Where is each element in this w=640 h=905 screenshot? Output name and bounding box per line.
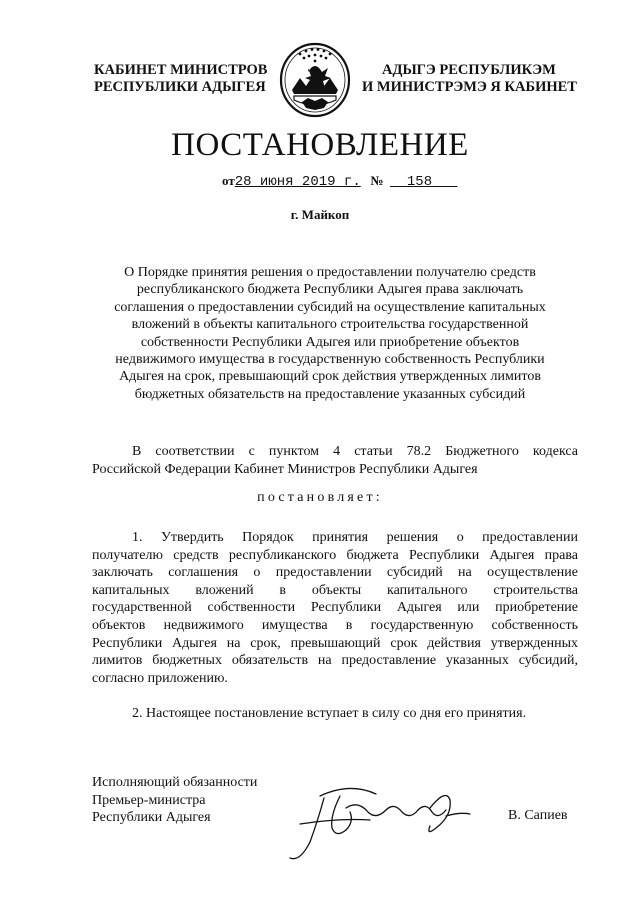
signatory-name: В. Сапиев <box>508 808 568 823</box>
document-number-value: 158 <box>406 174 433 190</box>
header-right <box>362 62 582 96</box>
header-left <box>94 62 274 96</box>
date-line <box>222 173 457 190</box>
item-1-line: объектов недвижимого имущества в государственную собственность <box>92 617 578 633</box>
signatory-position-line: Исполняющий обязанности <box>92 775 258 790</box>
item-1-line: получателю средств республиканского бюджета Республики Адыгея права <box>92 547 578 563</box>
document-date: 28 июня 2019 г. <box>234 174 361 190</box>
preamble-line: Российской Федерации Кабинет Министров Республики Адыгея <box>92 461 478 477</box>
item-1-line: лимитов бюджетных обязательств на предоставление указанных субсидий, <box>92 653 578 669</box>
signatory-position-line: Премьер-министра <box>92 792 206 808</box>
preamble-line: В соответствии с пунктом 4 статьи 78.2 Бюджетного кодекса <box>132 444 578 459</box>
subject-line: Адыгея на срок, превышающий срок действия утвержденных лимитов <box>119 369 541 385</box>
subject-line: собственности Республики Адыгея или приобретение объектов <box>140 334 520 350</box>
subject-line: соглашения о предоставлении субсидий на осуществление капитальных <box>114 299 546 315</box>
item-2-line: 2. Настоящее постановление вступает в силу со дня его принятия. <box>132 706 527 721</box>
item-1-line: Республики Адыгея на срок, превышающий срок действия утвержденных <box>92 635 578 651</box>
signatory-position-line: Республики Адыгея <box>92 810 211 826</box>
subject-line: недвижимого имущества в государственную собственность Республики <box>115 352 545 368</box>
subject-line: республиканского бюджета Республики Адыгея права заключать <box>136 282 524 298</box>
resolves-heading: постановляет: <box>257 490 383 505</box>
subject-line: бюджетных обязательств на предоставление указанных субсидий <box>134 386 526 402</box>
item-2 <box>132 705 578 723</box>
city: г. Майкоп <box>290 207 350 222</box>
date-from-label: от <box>222 173 235 188</box>
document-title: ПОСТАНОВЛЕНИЕ <box>171 127 469 163</box>
item-1-line: государственной собственности Республики Адыгея или приобретение <box>92 600 578 616</box>
header-right-line: И МИНИСТРЭМЭ Я КАБИНЕТ <box>362 79 577 95</box>
subject-line: вложений в объекты капитального строительства государственной <box>131 317 529 333</box>
item-1-line: капитальных вложений в объекты капитального строительства <box>92 582 578 598</box>
subject-line: О Порядке принятия решения о предоставлении получателю средств <box>124 265 536 280</box>
coat-of-arms-icon <box>278 40 352 118</box>
header-left-line: РЕСПУБЛИКИ АДЫГЕЯ <box>94 79 266 95</box>
signatory-position <box>92 774 257 827</box>
header-right-line: АДЫГЭ РЕСПУБЛИКЭМ <box>382 62 556 78</box>
document-number <box>390 174 457 190</box>
item-1 <box>92 529 578 687</box>
item-1-line: согласно приложению. <box>92 670 228 686</box>
item-1-line: заключать соглашения о предоставлении субсидий на осуществление <box>92 565 578 581</box>
document-subject <box>88 264 572 403</box>
number-label: № <box>370 173 384 188</box>
handwritten-signature <box>280 778 500 860</box>
preamble <box>92 443 578 478</box>
item-1-line: 1. Утвердить Порядок принятия решения о предоставлении <box>132 530 578 545</box>
header-left-line: КАБИНЕТ МИНИСТРОВ <box>94 62 268 78</box>
